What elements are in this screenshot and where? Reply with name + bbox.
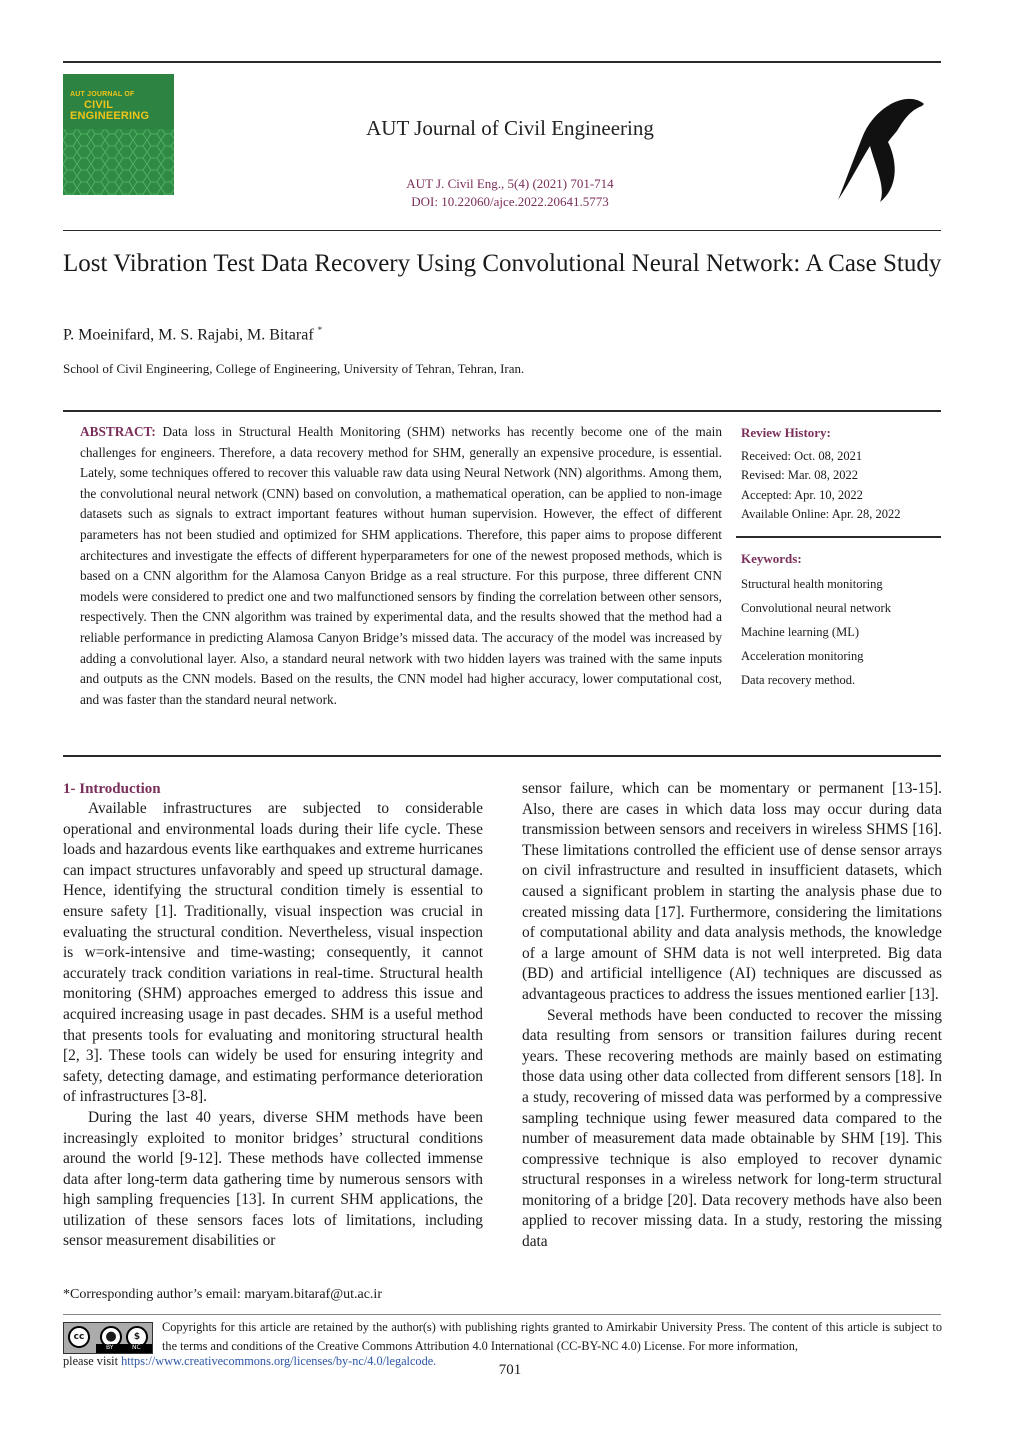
abstract-bottom-rule [63,755,941,757]
cover-line-1: AUT JOURNAL OF [70,91,135,98]
publisher-logo-icon [836,96,928,204]
body-left-column [63,779,483,1252]
header-rule [63,230,941,231]
footer-rule [63,1314,941,1315]
abstract-text: Data loss in Structural Health Monitoring (SHM) networks has recently become one of the main challenges for engineers. Therefore, a data recovery method for SHM, generally an expensive procedure, is essential. Lately, some techniques offered to recover this valuable raw data using Neural Network (NN) algorithms. Among them, the convolutional neural network (CNN) based on convolution, a mathematical operation, can be applied to non-image datasets such as signals to extract important features without human supervision. However, the effect of different parameters has not been studied and optimized for SHM applications. Therefore, this paper aims to propose different architectures and investigate the effects of different hyperparameters for one of the newest proposed methods, which is based on a CNN algorithm for the Alamosa Canyon Bridge as a real structure. For this purpose, three different CNN models were considered to predict one and two malfunctioned sensors by finding the correlation between other sensors, respectively. Then the CNN algorithm was trained by experimental data, and the results showed that the method had a reliable performance in predicting Alamosa Canyon Bridge’s missed data. The accuracy of the model was increased by adding a convolutional layer. Also, a standard neural network with two hidden layers was trained with the same inputs and outputs as the CNN models. Based on the results, the CNN model had higher accuracy, lower computational cost, and was faster than the standard neural network. [80,424,723,707]
online-date: Available Online: Apr. 28, 2022 [741,507,901,521]
paper-title: Lost Vibration Test Data Recovery Using Convolutional Neural Network: A Case Study [63,250,942,277]
body-paragraph: Several methods have been conducted to recover the missing data resulting from sensors or transition failures during recent years. These recovering methods are mainly based on estimating those data using other data collected from different sensors [18]. In a study, recovering of missed data was performed by a compressive sampling technique using fewer measured data compared to the number of measurement data made obtainable by SHM [19]. This compressive technique is also employed to recover dynamic structural responses in a wireless network for long-term structural monitoring of a bridge [20]. Data recovery methods have also been applied to recover missing data. In a study, restoring the missing data [522,1006,942,1251]
visit-prefix: please visit [63,1354,118,1368]
authors: P. Moeinifard, M. S. Rajabi, M. Bitaraf [63,326,314,344]
affiliation: School of Civil Engineering, College of Engineering, University of Tehran, Tehran, Iran. [63,361,525,376]
cc-icon: cc [68,1326,90,1348]
journal-title: AUT Journal of Civil Engineering [366,116,654,140]
keyword-item: Machine learning (ML) [741,625,860,639]
top-rule [63,61,941,63]
abstract-label: ABSTRACT: [80,424,156,439]
journal-cover-image [63,74,174,195]
keyword-item: Structural health monitoring [741,577,883,591]
cover-title [70,90,149,122]
abstract-top-rule [63,410,941,412]
by-icon: ● [100,1326,122,1348]
page-number: 701 [498,1362,522,1378]
corresponding-mark: * [317,325,323,335]
review-history-label: Review History: [741,425,831,440]
cc-nc-label: NC [132,1344,141,1351]
license-visit-line [63,1354,436,1369]
keyword-item: Convolutional neural network [741,601,891,615]
body-paragraph: Available infrastructures are subjected to considerable operational and environmental loads during their life cycle. These loads and hazardous events like earthquakes and extreme hurricanes can impact structures unfavorably and speed up structural damage. Hence, identifying the structural condition timely is essential to ensure safety [1]. Traditionally, visual inspection was crucial in evaluating the structural condition. Nevertheless, visual inspection is w=ork-intensive and time-wasting; consequently, it cannot accurately track condition variations in real-time. Structural health monitoring (SHM) approaches emerged to address this issue and acquired increasing usage in past decades. SHM is a useful method that presents tools for evaluating and monitoring structural health [2, 3]. These tools can widely be used for ensuring integrity and safety, detecting damage, and estimating performance deterioration of infrastructures [3-8]. [63,800,483,1106]
nc-icon: $ [126,1326,148,1348]
doi: DOI: 10.22060/ajce.2022.20641.5773 [411,194,609,209]
keyword-item: Data recovery method. [741,673,856,687]
body-paragraph: During the last 40 years, diverse SHM methods have been increasingly exploited to monitor bridges’ structural conditions around the world [9-12]. These methods have collected immense data after long-term data gathering time by numerous sensors with high sampling frequencies [13]. In current SHM applications, the utilization of these sensors faces lots of limitations, including sensor measurement disabilities or [63,1108,483,1250]
citation: AUT J. Civil Eng., 5(4) (2021) 701-714 [406,176,614,191]
keywords [741,551,941,692]
body-paragraph: sensor failure, which can be momentary or permanent [13-15]. Also, there are cases in which data loss may occur during data transmission between sensors and receivers in wireless SHMS [16]. These limitations controlled the efficient use of dense sensor arrays on civil infrastructure and resulted in insufficient datasets, which caused a significant problem in starting the analysis phase due to created missing data [17]. Furthermore, considering the limitations of computational ability and data analysis methods, the knowledge of a large amount of SHM data is not well interpreted. Big data (BD) and artificial intelligence (AI) techniques are discussed as advantageous practices to address the issues mentioned earlier [13]. [522,780,942,1003]
cc-strip [96,1344,152,1353]
corresponding-footnote: *Corresponding author’s email: maryam.bitaraf@ut.ac.ir [63,1287,382,1302]
citation-block [300,175,720,211]
body-right-column [522,779,942,1253]
keywords-label: Keywords: [741,551,802,566]
license-link[interactable]: https://www.creativecommons.org/licenses/by-nc/4.0/legalcode. [121,1354,437,1368]
keyword-item: Acceleration monitoring [741,649,864,663]
cc-license-badge[interactable] [63,1322,153,1354]
section-heading: 1- Introduction [63,781,161,797]
review-history [741,423,941,525]
cover-line-3: ENGINEERING [70,110,150,122]
received-date: Received: Oct. 08, 2021 [741,448,863,463]
copyright-notice: Copyrights for this article are retained by the author(s) with publishing rights granted to Amirkabir University Press. The content of this article is subject to the terms and conditions of the Creative Commons Attribution 4.0 International (CC-BY-NC 4.0) License. For more information, [162,1320,942,1353]
revised-date: Revised: Mar. 08, 2022 [741,468,859,482]
side-divider [736,536,941,538]
cc-by-label: BY [106,1344,114,1351]
author-list [63,325,322,344]
abstract [80,422,722,710]
accepted-date: Accepted: Apr. 10, 2022 [741,487,863,502]
cover-line-2: CIVIL [84,99,114,111]
